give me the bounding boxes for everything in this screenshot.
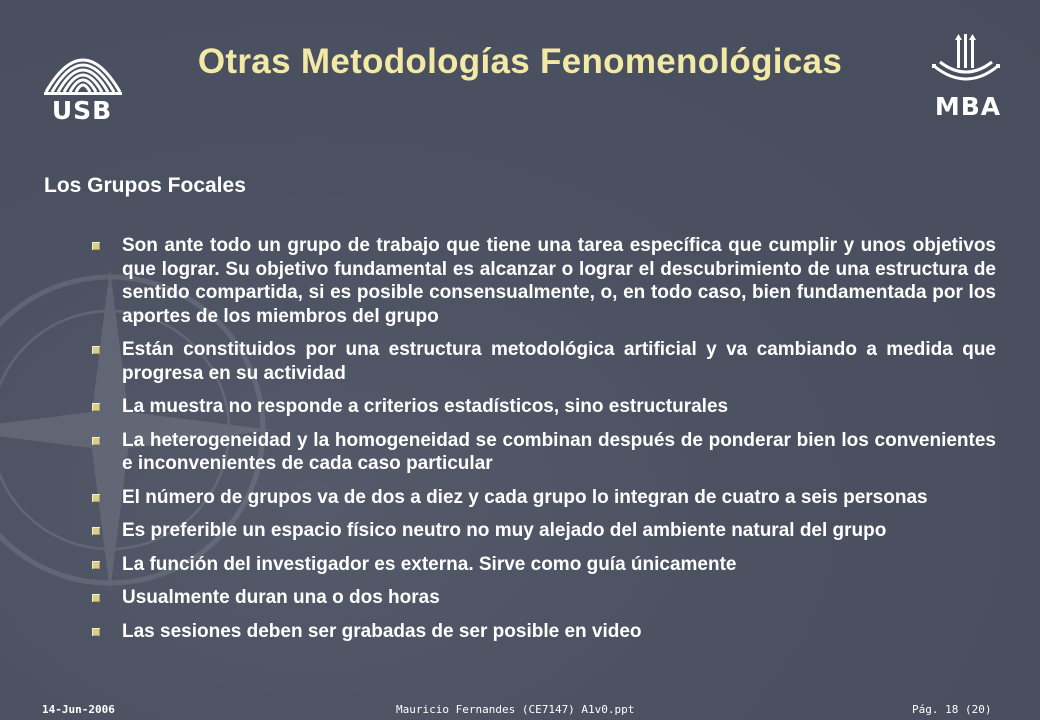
bullet-item (92, 395, 996, 419)
bullet-item (92, 338, 996, 385)
bullet-item (92, 553, 996, 577)
bullet-list (92, 234, 996, 653)
bullet-text: Las sesiones deben ser grabadas de ser posible en video (122, 620, 642, 642)
bullet-text: Usualmente duran una o dos horas (122, 587, 440, 608)
bullet-text: La heterogeneidad y la homogeneidad se combinan después de ponderar bien los convenientes e inconvenientes de cada caso particular (122, 429, 996, 474)
bullet-item (92, 586, 996, 610)
square-bullet-icon (92, 242, 100, 250)
square-bullet-icon (92, 561, 100, 569)
bullet-item (92, 234, 996, 328)
footer-author: Mauricio Fernandes (CE7147) A1v0.ppt (396, 703, 635, 716)
bullet-text: Están constituidos por una estructura metodológica artificial y va cambiando a medida que progresa en su actividad (122, 339, 996, 384)
footer-page-number: Pág. 18 (20) (912, 703, 992, 716)
bullet-item (92, 486, 996, 510)
bullet-text: Es preferible un espacio físico neutro no muy alejado del ambiente natural del grupo (122, 520, 887, 541)
usb-logo-text: USB (51, 96, 113, 125)
bullet-item (92, 620, 996, 644)
square-bullet-icon (92, 403, 100, 411)
bullet-text: La muestra no responde a criterios estadísticos, sino estructurales (122, 396, 729, 417)
bullet-text: La función del investigador es externa. Sirve como guía únicamente (122, 553, 737, 575)
bullet-text: El número de grupos va de dos a diez y cada grupo lo integran de cuatro a seis personas (122, 486, 928, 508)
bullet-text: Son ante todo un grupo de trabajo que tiene una tarea específica que cumplir y unos objetivos que lograr. Su objetivo fundamental es alcanzar o lograr el descubrimiento de una estructura de sentido compartida, si es posible consensualmente, o, en todo caso, bien fundamentada por los aportes de los miembros del grupo (122, 235, 996, 327)
square-bullet-icon (92, 494, 100, 502)
footer-date: 14-Jun-2006 (42, 703, 115, 716)
square-bullet-icon (92, 527, 100, 535)
bullet-item (92, 519, 996, 543)
square-bullet-icon (92, 594, 100, 602)
square-bullet-icon (92, 628, 100, 636)
square-bullet-icon (92, 346, 100, 354)
mba-logo-icon (924, 30, 1008, 100)
bullet-item (92, 429, 996, 476)
slide-subtitle: Los Grupos Focales (44, 174, 246, 197)
mba-logo-text: MBA (934, 92, 1002, 121)
slide-title: Otras Metodologías Fenomenológicas (197, 42, 843, 81)
square-bullet-icon (92, 437, 100, 445)
